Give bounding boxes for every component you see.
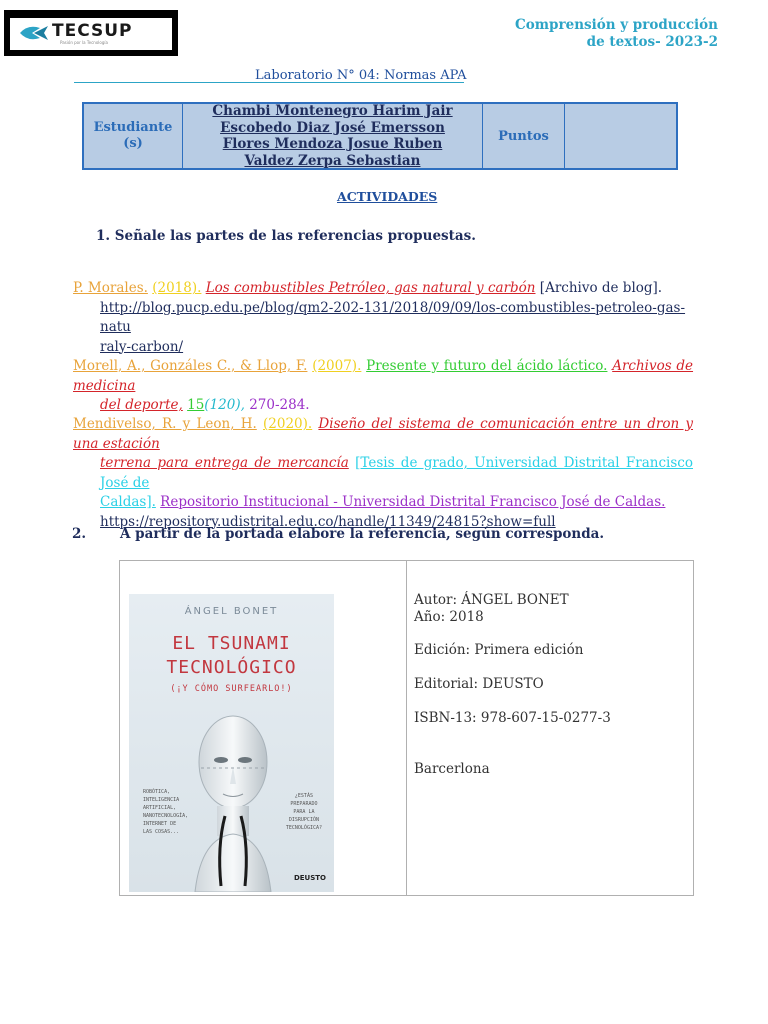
cover-subtitle: (¡Y CÓMO SURFEARLO!) [170,684,293,694]
book-year: Año: 2018 [414,609,484,625]
student-name: Chambi Montenegro Harim Jair [212,103,453,119]
cover-left-line: NANOTECNOLOGÍA, [143,813,189,819]
ref2-journal-continued: del deporte, [100,397,183,413]
students-names-cell [183,104,483,168]
cover-right-line: PARA LA [293,809,315,815]
points-label-cell [483,104,565,168]
tecsup-logo-icon [18,22,50,44]
students-table [82,102,678,170]
ref1-title: Los combustibles Petróleo, gas natural y carbón [205,280,536,296]
question-1: 1. Señale las partes de las referencias propuestas. [96,228,476,244]
book-edition: Edición: Primera edición [414,642,584,658]
logo-tagline: Pasión por la Tecnología [60,40,108,45]
cover-left-line: ARTIFICIAL, [143,805,177,811]
book-cover-image [129,594,334,892]
ref2-issue: (120), [204,397,245,413]
students-label-suffix: (s) [123,136,143,151]
course-line-2: de textos- 2023-2 [586,34,718,50]
students-label: Estudiante [93,120,173,135]
student-name: Flores Mendoza Josue Ruben [222,136,443,152]
cover-left-line: ROBÓTICA, [143,789,171,795]
cover-right-line: DISRUPCIÓN [288,817,319,823]
reference-2 [73,357,693,416]
cover-left-line: INTERNET DE [143,821,177,827]
cover-left-line: INTELIGENCIA [143,797,180,803]
ref3-repository: Repositorio Institucional - Universidad Distrital Francisco José de Caldas. [160,494,666,510]
ref3-title-continued: terrena para entrega de mercancía [100,455,349,471]
book-isbn: ISBN-13: 978-607-15-0277-3 [414,710,611,726]
cover-author: ÁNGEL BONET [184,606,279,617]
points-value-cell [565,104,676,168]
ref2-author: Morell, A., Gonzáles C., & Llop, F. [73,358,308,374]
cover-right-line: TECNOLÓGICA? [285,825,322,831]
cover-title [129,632,334,680]
cover-title-line-2: TECNOLÓGICO [166,657,297,678]
ref1-type: [Archivo de blog]. [539,280,663,296]
ref2-pages: 270-284. [249,397,310,413]
book-author: Autor: ÁNGEL BONET [414,592,569,608]
cover-left-line: LAS COSAS... [143,829,180,835]
question-2-number: 2. [72,526,87,542]
students-label-cell [84,104,183,168]
book-table-divider [406,560,407,896]
ref3-year: (2020). [263,416,313,432]
ref1-url[interactable]: http://blog.pucp.edu.pe/blog/qm2-202-131/2018/09/09/los-combustibles-petroleo-gas-natu [100,299,686,335]
student-name: Valdez Zerpa Sebastian [244,152,421,169]
question-2: A partir de la portada elabore la referencia, según corresponda. [120,526,605,542]
ref3-title: Diseño del sistema de comunicación entre un dron y una estación [73,416,693,452]
ref3-thesis-continued: Caldas]. [100,494,156,510]
ref2-title: Presente y futuro del ácido láctico. [366,358,608,374]
ref3-thesis: [Tesis de grado, Universidad Distrital Francisco José de [100,455,693,491]
ref1-url-continued[interactable]: raly-carbon/ [100,338,184,355]
ref1-author: P. Morales. [73,280,148,296]
student-name: Escobedo Diaz José Emersson [220,119,445,136]
cover-publisher: DEUSTO [293,874,326,882]
cover-right-text [286,792,322,832]
ref3-url[interactable]: https://repository.udistrital.edu.co/handle/11349/24815?show=full [100,513,556,530]
logo-text: TECSUP [52,21,133,41]
cover-title-line-1: EL TSUNAMI [172,633,291,654]
ref2-journal: Archivos de medicina [73,358,694,394]
course-line-1: Comprensión y producción [515,17,718,33]
reference-1 [73,279,693,357]
book-publisher: Editorial: DEUSTO [414,676,544,692]
course-title [515,17,718,51]
cover-right-line: ¿ESTÁS [294,793,313,799]
points-label: Puntos [498,128,549,144]
robot-head-icon [181,706,285,892]
ref1-year: (2018). [152,280,202,296]
reference-3 [73,415,693,532]
cover-right-line: PREPARADO [290,801,318,807]
book-city: Barcerlona [414,761,490,777]
ref2-year: (2007). [312,358,362,374]
ref2-volume: 15 [187,397,205,413]
cover-left-text [143,788,188,836]
lab-title: Laboratorio N° 04: Normas APA [255,68,467,83]
ref3-author: Mendivelso, R. y Leon, H. [73,416,257,432]
activities-heading: ACTIVIDADES [337,189,438,204]
